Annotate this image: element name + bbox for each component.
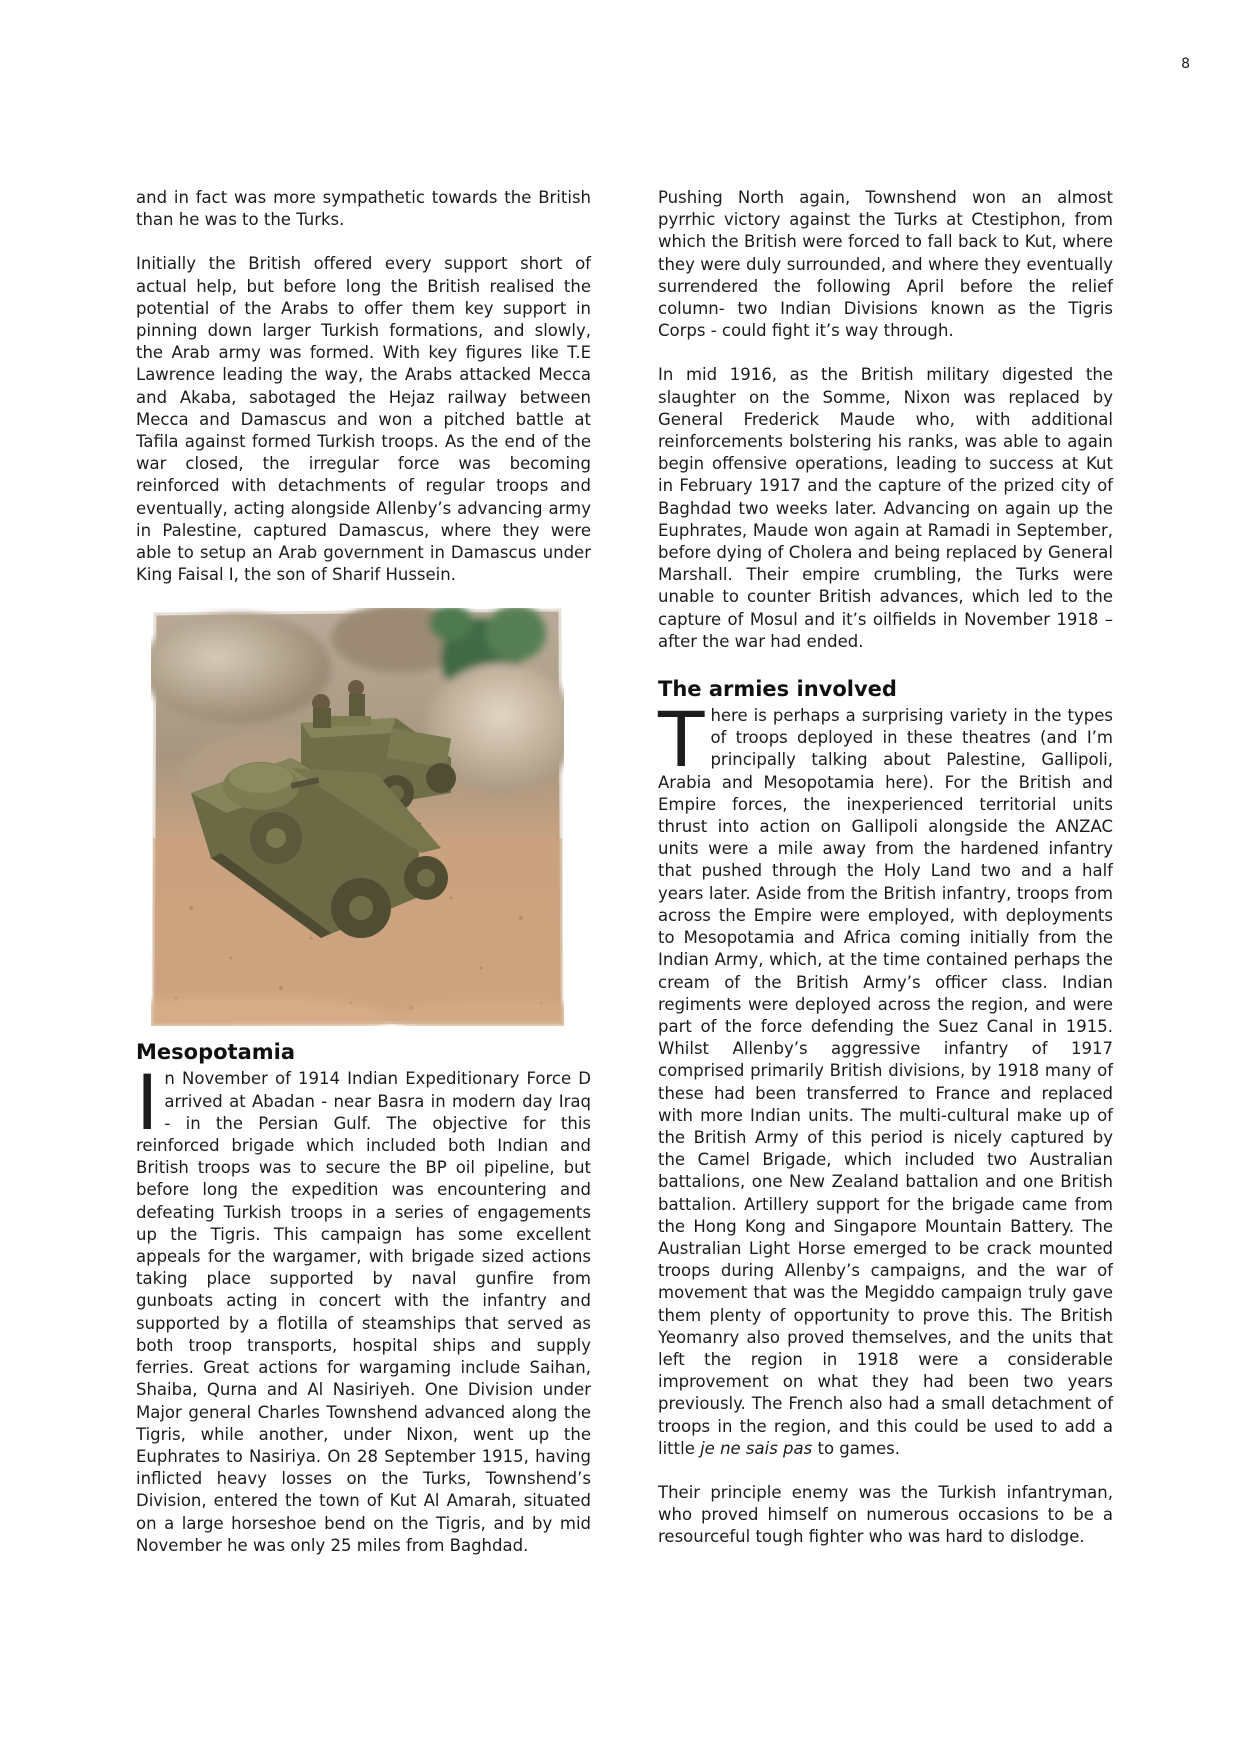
- paragraph: In November of 1914 Indian Expeditionary Force D arrived at Abadan - near Basra in modern day Iraq - in the Persian Gulf. The objective for this reinforced brigade which included both Indian and British troops was to secure the BP oil pipeline, but before long the expedition was encountering and defeating Turkish troops in a series of engagements up the Tigris. This campaign has some excellent appeals for the wargamer, with brigade sized actions taking place supported by naval gunfire from gunboats acting in concert with the infantry and supported by a flotilla of steamships that served as both troop transports, hospital ships and supply ferries. Great actions for wargaming include Saihan, Shaiba, Qurna and Al Nasiriyeh. One Division under Major general Charles Townshend advanced along the Tigris, while another, under Nixon, went up the Euphrates to Nasiriya. On 28 September 1915, having inflicted heavy losses on the Turks, Townshend’s Division, entered the town of Kut Al Amarah, situated on a large horseshoe bend on the Tigris, and by mid November he was only 25 miles from Baghdad.: [136, 1058, 591, 1555]
- paragraph: Their principle enemy was the Turkish infantryman, who proved himself on numerous occasions to be a resourceful tough fighter who was hard to dislodge.: [658, 1482, 1113, 1547]
- right-column: [658, 187, 1113, 1571]
- armoured-cars-photo: [151, 608, 564, 1026]
- paragraph: and in fact was more sympathetic towards the British than he was to the Turks.: [136, 188, 591, 230]
- left-column: [136, 187, 591, 1579]
- section-heading-armies-involved: The armies involved: [658, 677, 897, 702]
- paragraph: Initially the British offered every support short of actual help, but before long the British realised the potential of the Arabs to offer them key support in pinning down larger Turkish formations, and slowly, the Arab army was formed. With key figures like T.E Lawrence leading the way, the Arabs attacked Mecca and Akaba, sabotaged the Hejaz railway between Mecca and Damascus and won a pitched battle at Tafila against formed Turkish troops. As the end of the war closed, the irregular force was becoming reinforced with detachments of regular troops and eventually, acting alongside Allenby’s advancing army in Palestine, captured Damascus, where they were able to setup an Arab government in Damascus under King Faisal I, the son of Sharif Hussein.: [136, 254, 591, 585]
- paragraph: In mid 1916, as the British military digested the slaughter on the Somme, Nixon was replaced by General Frederick Maude who, with additional reinforcements bolstering his ranks, was able to again begin offensive operations, leading to success at Kut in February 1917 and the capture of the prized city of Baghdad two weeks later. Advancing on again up the Euphrates, Maude won again at Ramadi in September, before dying of Cholera and being replaced by General Marshall. Their empire crumbling, the Turks were unable to counter British advances, which led to the capture of Mosul and it’s oilfields in November 1918 – after the war had ended.: [658, 365, 1113, 651]
- page-number: 8: [1181, 56, 1190, 72]
- italic-phrase: je ne sais pas: [700, 1438, 813, 1458]
- paragraph: Pushing North again, Townshend won an almost pyrrhic victory against the Turks at Ctestiphon, from which the British were forced to fall back to Kut, where they were duly surrounded, and where they eventually surrendered the following April before the relief column- two Indian Divisions known as the Tigris Corps - could fight it’s way through.: [658, 188, 1113, 341]
- dropcap: I: [136, 1058, 159, 1148]
- armoured-cars-image: [151, 608, 564, 1026]
- section-heading-mesopotamia: Mesopotamia: [136, 1040, 295, 1065]
- dropcap: T: [658, 695, 705, 785]
- paragraph: There is perhaps a surprising variety in the types of troops deployed in these theatres (and I’m principally talking about Palestine, Gallipoli, Arabia and Mesopotamia here). For the British and Empire forces, the inexperienced territorial units thrust into action on Gallipoli alongside the ANZAC units were a mile away from the hardened infantry that pushed through the Holy Land two and a half years later. Aside from the British infantry, troops from across the Empire were employed, with deployments to Mesopotamia and Africa coming initially from the Indian Army, which, at the time contained perhaps the cream of the British Army’s officer class. Indian regiments were deployed across the region, and were part of the force defending the Suez Canal in 1915. Whilst Allenby’s aggressive infantry of 1917 comprised primarily British divisions, by 1918 many of these had been transferred to France and replaced with more Indian units. The multi-cultural make up of the British Army of this period is nicely captured by the Camel Brigade, which included two Australian battalions, one New Zealand battalion and one British battalion. Artillery support for the brigade came from the Hong Kong and Singapore Mountain Battery. The Australian Light Horse emerged to be crack mounted troops during Allenby’s campaigns, and the war of movement that was the Megiddo campaign truly gave them plenty of opportunity to prove this. The British Yeomanry also proved themselves, and the units that left the region in 1918 were a considerable improvement on what they had been two years previously. The French also had a small detachment of troops in the region, and this could be used to add a little je ne sais pas to games.: [658, 695, 1113, 1458]
